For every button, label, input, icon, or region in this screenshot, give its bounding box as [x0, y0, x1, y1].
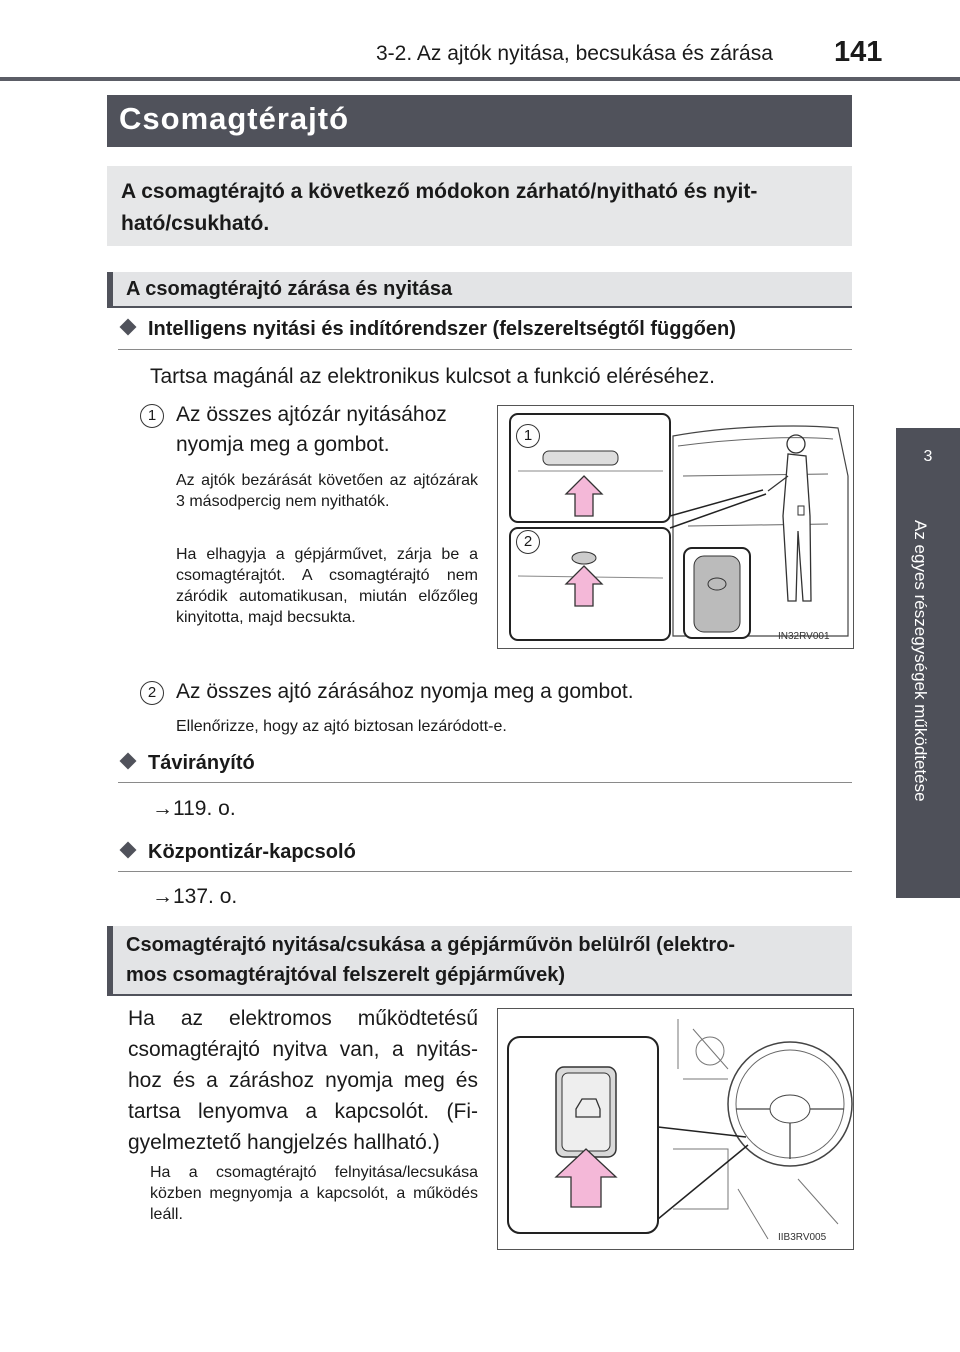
- subheading-smart-entry-text: Intelligens nyitási és indítórendszer (felszereltségtől függően): [148, 318, 736, 340]
- step-1-note-1: Az ajtók bezárását követően az ajtózárak 3 másodpercig nem nyithatók.: [176, 472, 478, 510]
- step-1-note-2: Ha elhagyja a gépjárművet, zárja be a csomagtérajtót. A csomagtérajtó nem záródik automatikusan, miután előzőleg kinyitotta, majd becsukta.: [176, 546, 478, 626]
- tailgate-illustration: [498, 406, 853, 648]
- section-heading-2-line1: Csomagtérajtó nyitása/csukása a gépjárművön belülről (elektro-: [126, 934, 736, 956]
- section-2-note: Ha a csomagtérajtó felnyitása/lecsukása közben megnyomja a kapcsolót, a működés leáll.: [150, 1164, 478, 1223]
- figure-interior-switch: [497, 1008, 854, 1250]
- step-1-line2: nyomja meg a gombot.: [176, 433, 390, 456]
- step-1-line1: Az összes ajtózár nyitásához: [176, 403, 447, 426]
- subheading-remote-text: Távirányító: [148, 752, 255, 774]
- figure-1-callout-1: 1: [516, 424, 540, 448]
- intro-text: A csomagtérajtó a következő módokon zárható/nyitható és nyitható/csukható.: [121, 180, 758, 235]
- header-rule: [0, 77, 960, 81]
- section-heading-1: [107, 272, 852, 308]
- remote-page-ref: →119. o.: [152, 797, 236, 820]
- step-number-2: 2: [140, 681, 164, 705]
- subheading-rule: [118, 871, 852, 872]
- diamond-bullet-icon: [120, 753, 137, 770]
- figure-2-code: IIB3RV005: [778, 1232, 827, 1243]
- subheading-remote: [122, 752, 255, 775]
- diamond-bullet-icon: [120, 319, 137, 336]
- section-heading-1-text: A csomagtérajtó zárása és nyitása: [126, 278, 453, 300]
- chapter-number: 3: [923, 448, 933, 465]
- step-2-note: Ellenőrizze, hogy az ajtó biztosan lezáródott-e.: [176, 718, 507, 735]
- subheading-smart-entry: [122, 318, 736, 341]
- step-2-text: Az összes ajtó zárásához nyomja meg a gombot.: [176, 680, 634, 703]
- figure-1-callout-2: 2: [516, 530, 540, 554]
- dashboard-illustration: [498, 1009, 853, 1249]
- chapter-title-vertical: [906, 520, 950, 860]
- page-title: Csomagtérajtó: [119, 101, 350, 136]
- smart-entry-body: Tartsa magánál az elektronikus kulcsot a funkció eléréséhez.: [150, 365, 715, 388]
- step-number-1: 1: [140, 404, 164, 428]
- figure-1-code: IN32RV001: [778, 631, 830, 642]
- page-number: 141: [834, 36, 883, 68]
- subheading-rule: [118, 349, 852, 350]
- figure-tailgate-smart-entry: [497, 405, 854, 649]
- subheading-central-lock-text: Központizár-kapcsoló: [148, 841, 356, 863]
- page-title-bar: [107, 95, 852, 147]
- central-lock-page-ref: →137. o.: [152, 885, 238, 908]
- section-2-body: Ha az elektromos működtetésű csomagtérajtó nyitva van, a nyitáshoz és a záráshoz nyomja meg és tartsa lenyomva a kapcsolót. (Figyelmeztető hangjelzés hallható.): [128, 1007, 478, 1154]
- chapter-title: Az egyes részegységek működtetése: [911, 520, 930, 802]
- running-header: 3-2. Az ajtók nyitása, becsukása és zárása: [376, 42, 773, 65]
- section-heading-2-line2: mos csomagtérajtóval felszerelt gépjárművek): [126, 964, 566, 986]
- section-heading-2: [107, 926, 852, 996]
- subheading-rule: [118, 782, 852, 783]
- diamond-bullet-icon: [120, 842, 137, 859]
- subheading-central-lock: [122, 841, 356, 864]
- intro-box: [107, 166, 852, 246]
